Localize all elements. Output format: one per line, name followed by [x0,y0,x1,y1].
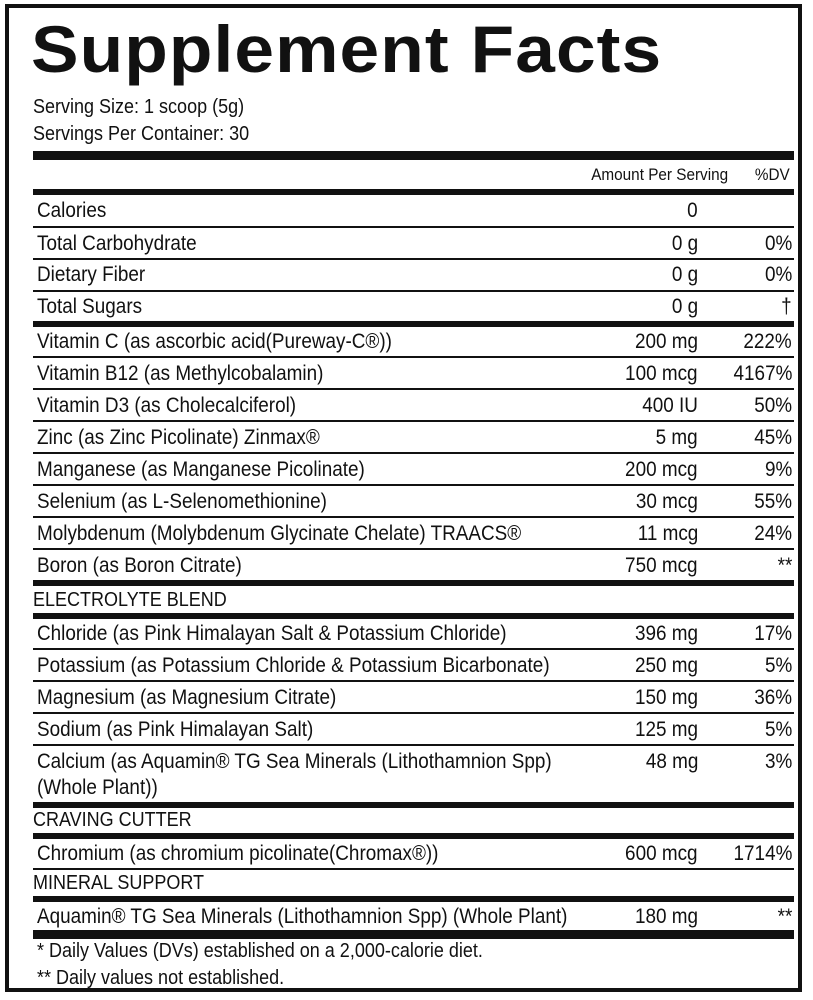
nutrient-row [33,326,794,358]
amount-header: Amount Per Serving [591,165,728,184]
nutrient-amount: 750 mcg [625,554,698,577]
footnote-not-established: ** Daily values not established. [37,967,285,989]
nutrient-amount: 600 mcg [625,842,698,865]
nutrient-name: Zinc (as Zinc Picolinate) Zinmax® [37,426,320,449]
nutrient-row [33,650,794,682]
nutrient-row [33,390,794,422]
nutrient-amount: 180 mg [634,905,698,928]
nutrient-amount: 11 mcg [637,522,698,545]
nutrient-name: Calories [37,199,107,222]
nutrient-amount: 396 mg [634,622,698,645]
nutrient-row [33,682,794,714]
nutrient-amount: 100 mcg [625,362,698,385]
nutrient-amount: 150 mg [634,686,698,709]
serving-size: Serving Size: 1 scoop (5g) [33,96,245,118]
nutrient-dv: 24% [754,522,792,545]
nutrient-name: Vitamin B12 (as Methylcobalamin) [37,362,324,385]
nutrient-row [33,422,794,454]
mineral-support-heading: MINERAL SUPPORT [33,872,205,894]
nutrient-dv: 0% [764,263,792,286]
nutrient-dv: ** [777,905,792,928]
nutrient-row [33,746,794,802]
divider-thick [33,151,794,160]
nutrient-dv: 45% [754,426,792,449]
supplement-facts-panel [5,4,802,992]
nutrient-dv: 36% [754,686,792,709]
nutrient-name: Vitamin C (as ascorbic acid(Pureway-C®)) [37,330,392,353]
nutrient-row [33,454,794,486]
nutrient-row [33,486,794,518]
nutrient-name: Vitamin D3 (as Cholecalciferol) [37,394,297,417]
nutrient-row [33,195,794,227]
footnote-dv: * Daily Values (DVs) established on a 2,000-calorie diet. [37,940,483,962]
nutrient-row [33,838,794,870]
nutrient-dv: 55% [754,490,792,513]
nutrient-amount: 125 mg [634,718,698,741]
nutrient-amount: 0 [687,199,698,222]
nutrient-row [33,358,794,390]
nutrient-amount: 5 mg [655,426,698,449]
nutrient-dv: 5% [764,718,792,741]
nutrient-amount: 200 mg [634,330,698,353]
nutrient-dv: 1714% [733,842,792,865]
electrolyte-blend-heading: ELECTROLYTE BLEND [33,589,227,611]
nutrient-row [33,550,794,582]
nutrient-name: Potassium (as Potassium Chloride & Potassium Bicarbonate) [37,654,550,677]
nutrient-row [33,618,794,650]
nutrient-amount: 30 mcg [636,490,698,513]
nutrient-amount: 48 mg [645,750,698,773]
nutrient-dv: 0% [764,232,792,255]
nutrient-amount: 250 mg [634,654,698,677]
nutrient-dv: 5% [764,654,792,677]
nutrient-name: Magnesium (as Magnesium Citrate) [37,686,337,709]
nutrient-amount: 200 mcg [625,458,698,481]
nutrient-row [33,291,794,323]
dv-header: %DV [755,165,790,184]
nutrient-dv: 3% [764,750,792,773]
nutrient-row [33,901,794,933]
nutrient-dv: 222% [743,330,792,353]
nutrient-name: Sodium (as Pink Himalayan Salt) [37,718,314,741]
nutrient-dv: 9% [764,458,792,481]
nutrient-dv: ** [777,554,792,577]
nutrient-row [33,518,794,550]
nutrient-row [33,228,794,260]
column-header [33,161,794,189]
nutrient-name: Dietary Fiber [37,263,146,286]
nutrient-name: Calcium (as Aquamin® TG Sea Minerals (Lithothamnion Spp) [37,750,552,773]
nutrient-dv: 50% [754,394,792,417]
nutrient-amount: 0 g [671,263,698,286]
panel-title: Supplement Facts [31,12,663,86]
nutrient-name: Total Carbohydrate [37,232,197,255]
nutrient-dv: † [781,295,792,318]
nutrient-name: Manganese (as Manganese Picolinate) [37,458,365,481]
nutrient-row [33,714,794,746]
nutrient-name: Boron (as Boron Citrate) [37,554,242,577]
nutrient-name: Total Sugars [37,295,143,318]
nutrient-amount: 0 g [671,295,698,318]
nutrient-name-cont: (Whole Plant)) [37,776,158,799]
nutrient-amount: 0 g [671,232,698,255]
nutrient-row [33,259,794,291]
craving-cutter-heading: CRAVING CUTTER [33,809,192,831]
servings-per-container: Servings Per Container: 30 [33,123,250,145]
nutrient-name: Chromium (as chromium picolinate(Chromax®)) [37,842,439,865]
nutrient-dv: 17% [754,622,792,645]
nutrient-name: Selenium (as L-Selenomethionine) [37,490,327,513]
nutrient-dv: 4167% [733,362,792,385]
nutrient-name: Molybdenum (Molybdenum Glycinate Chelate) TRAACS® [37,522,522,545]
nutrient-amount: 400 IU [642,394,698,417]
nutrient-name: Chloride (as Pink Himalayan Salt & Potassium Chloride) [37,622,507,645]
nutrient-name: Aquamin® TG Sea Minerals (Lithothamnion Spp) (Whole Plant) [37,905,568,928]
